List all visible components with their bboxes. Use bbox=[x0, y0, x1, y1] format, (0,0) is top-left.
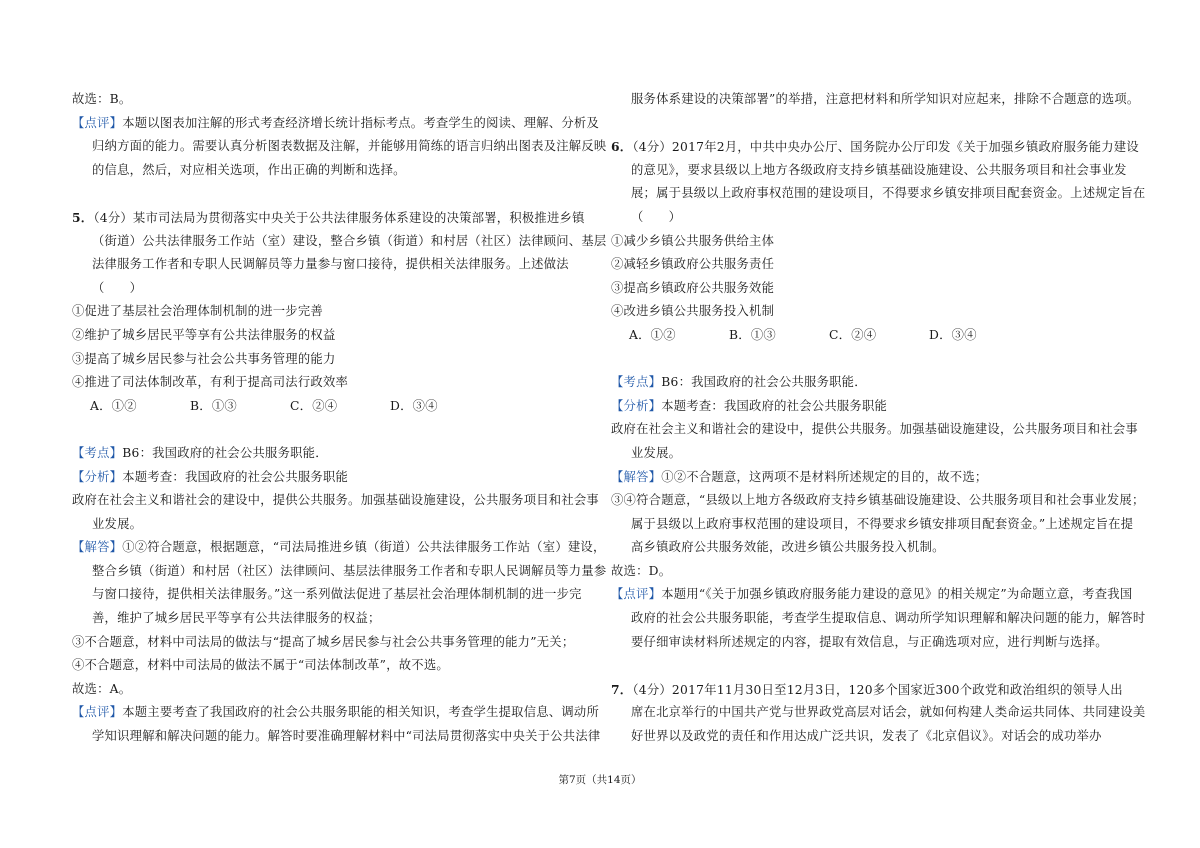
choice-c: C．②④ bbox=[290, 398, 338, 413]
option: ③提高乡镇政府公共服务效能 bbox=[611, 280, 775, 295]
answer-line: 故选：D。 bbox=[611, 563, 672, 578]
question-7: 7．（4分）2017年11月30日至12月3日，120多个国家近300个政党和政治组织的领导人出 bbox=[611, 681, 1123, 697]
comment-line: 【点评】本题主要考查了我国政府的社会公共服务职能的相关知识，考查学生提取信息、调动所 bbox=[72, 705, 599, 720]
fenxi-tag: 【分析】 bbox=[72, 469, 123, 484]
option: ①促进了基层社会治理体制机制的进一步完善 bbox=[72, 304, 323, 319]
kaodian-line: 【考点】B6：我国政府的社会公共服务职能． bbox=[72, 445, 328, 460]
kaodian-tag: 【考点】 bbox=[611, 375, 662, 390]
option: ①减少乡镇公共服务供给主体 bbox=[611, 233, 775, 248]
choices bbox=[611, 324, 1131, 348]
fenxi-tag: 【分析】 bbox=[611, 398, 662, 413]
comment-tag: 【点评】 bbox=[72, 115, 123, 130]
jieda-line: 【解答】①②符合题意，根据题意，“司法局推进乡镇（街道）公共法律服务工作站（室）建设， bbox=[72, 540, 606, 555]
choice-a: A．①② bbox=[90, 398, 137, 413]
kaodian-line: 【考点】B6：我国政府的社会公共服务职能． bbox=[611, 375, 867, 390]
fenxi-line: 【分析】本题考查：我国政府的社会公共服务职能 bbox=[72, 469, 349, 484]
choice-c: C．②④ bbox=[829, 327, 877, 342]
option: ④推进了司法体制改革，有利于提高司法行政效率 bbox=[72, 375, 349, 390]
jieda-tag: 【解答】 bbox=[611, 469, 662, 484]
choices bbox=[72, 395, 592, 419]
answer-line: 故选：B。 bbox=[72, 92, 132, 106]
option: ③提高了城乡居民参与社会公共事务管理的能力 bbox=[72, 351, 336, 366]
option: ②维护了城乡居民平等享有公共法律服务的权益 bbox=[72, 327, 336, 342]
kaodian-tag: 【考点】 bbox=[72, 445, 123, 460]
question-number: 6． bbox=[611, 139, 633, 155]
page-number-footer: 第7页（共14页） bbox=[558, 774, 642, 786]
comment-line: 【点评】本题以图表加注解的形式考查经济增长统计指标考点。考查学生的阅读、理解、分析及 bbox=[72, 115, 599, 130]
comment-tag: 【点评】 bbox=[611, 587, 662, 602]
answer-line: 故选：A。 bbox=[72, 681, 132, 696]
left-column: 故选：B。 【点评】本题以图表加注解的形式考查经济增长统计指标考点。考查学生的阅读、理解、分析及 归纳方面的能力。需要认真分析图表数据及注解，并能够用简练的语言归纳出图表及注解反映 的信息，然后，对应相关选项，作出正确的判断和选择。 5．（4分）某市司法局为贯彻落实中央关于公共法律服务体系建设的决策部署，积极推进乡镇 （街道）公共法律服务工作站（室）建设，整合乡镇（街道）和村居（社区）法律顾问、基层 法律服务工作者和专职人民调解员等力量参与窗口接待，提供相关法律服务。上述做法 （ ） ①促进了基层社会治理体制机制的进一步完善 ②维护了城乡居民平等享有公共法律服务的权益 ③提高了城乡居民参与社会公共事务管理的能力 ④推进了司法体制改革，有利于提高司法行政效率 A．①② B．①③ C．②④ D．③④ 【考点】B6：我国政府的社会公共服务职能． 【分析】本题考查：我国政府的社会公共服务职能 政府在社会主义和谐社会的建设中，提供公共服务。加强基础设施建设，公共服务项目和社会事 业发展。 【解答】①②符合题意，根据题意，“司法局推进乡镇（街道）公共法律服务工作站（室）建设， 整合乡镇（街道）和村居（社区）法律顾问、基层法律服务工作者和专职人民调解员等力量参 与窗口接待，提供相关法律服务。”这一系列做法促进了基层社会治理体制机制的进一步完 善，维护了城乡居民平等享有公共法律服务的权益； ③不合题意，材料中司法局的做法与“提高了城乡居民参与社会公共事务管理的能力”无关； ④不合题意，材料中司法局的做法不属于“司法体制改革”，故不选。 故选：A。 【点评】本题主要考查了我国政府的社会公共服务职能的相关知识，考查学生提取信息、调动所 学知识理解和解决问题的能力。解答时要准确理解材料中“司法局贯彻落实中央关于公共法律 bbox=[72, 88, 592, 749]
question-number: 7． bbox=[611, 681, 633, 697]
comment-line: 【点评】本题用“《关于加强乡镇政府服务能力建设的意见》的相关规定”为命题立意，考查我国 bbox=[611, 587, 1133, 602]
choice-b: B．①③ bbox=[190, 398, 237, 413]
question-6: 6．（4分）2017年2月，中共中央办公厅、国务院办公厅印发《关于加强乡镇政府服务能力建设 bbox=[611, 139, 1139, 155]
question-number: 5． bbox=[72, 209, 94, 225]
choice-b: B．①③ bbox=[729, 327, 776, 342]
question-5: 5．（4分）某市司法局为贯彻落实中央关于公共法律服务体系建设的决策部署，积极推进乡镇 bbox=[72, 209, 585, 225]
choice-d: D．③④ bbox=[929, 327, 977, 342]
choice-a: A．①② bbox=[629, 327, 676, 342]
option: ④改进乡镇公共服务投入机制 bbox=[611, 304, 775, 319]
jieda-line: 【解答】①②不合题意，这两项不是材料所述规定的目的，故不选； bbox=[611, 469, 988, 484]
option: ②减轻乡镇政府公共服务责任 bbox=[611, 257, 775, 272]
right-column: 服务体系建设的决策部署”的举措，注意把材料和所学知识对应起来，排除不合题意的选项。 6．（4分）2017年2月，中共中央办公厅、国务院办公厅印发《关于加强乡镇政府服务能力建设 的意见》，要求县级以上地方各级政府支持乡镇基础设施建设、公共服务项目和社会事业发 展；属于县级以上政府事权范围的建设项目，不得要求乡镇安排项目配套资金。上述规定旨在 （ ） ①减少乡镇公共服务供给主体 ②减轻乡镇政府公共服务责任 ③提高乡镇政府公共服务效能 ④改进乡镇公共服务投入机制 A．①② B．①③ C．②④ D．③④ 【考点】B6：我国政府的社会公共服务职能． 【分析】本题考查：我国政府的社会公共服务职能 政府在社会主义和谐社会的建设中，提供公共服务。加强基础设施建设，公共服务项目和社会事 业发展。 【解答】①②不合题意，这两项不是材料所述规定的目的，故不选； ③④符合题意，“县级以上地方各级政府支持乡镇基础设施建设、公共服务项目和社会事业发展； 属于县级以上政府事权范围的建设项目，不得要求乡镇安排项目配套资金。”上述规定旨在提 高乡镇政府公共服务效能，改进乡镇公共服务投入机制。 故选：D。 【点评】本题用“《关于加强乡镇政府服务能力建设的意见》的相关规定”为命题立意，考查我国 政府的社会公共服务职能，考查学生提取信息、调动所学知识理解和解决问题的能力，解答时 要仔细审读材料所述规定的内容，提取有效信息，与正确选项对应，进行判断与选择。 7．（4分）2017年11月30日至12月3日，120多个国家近300个政党和政治组织的领导人出 席在北京举行的中国共产党与世界政党高层对话会，就如何构建人类命运共同体、共同建设美 好世界以及政党的责任和作用达成广泛共识，发表了《北京倡议》。对话会的成功举办 bbox=[611, 92, 1146, 744]
fenxi-line: 【分析】本题考查：我国政府的社会公共服务职能 bbox=[611, 398, 888, 413]
comment-tag: 【点评】 bbox=[72, 705, 123, 720]
choice-d: D．③④ bbox=[390, 398, 438, 413]
jieda-tag: 【解答】 bbox=[72, 540, 123, 555]
